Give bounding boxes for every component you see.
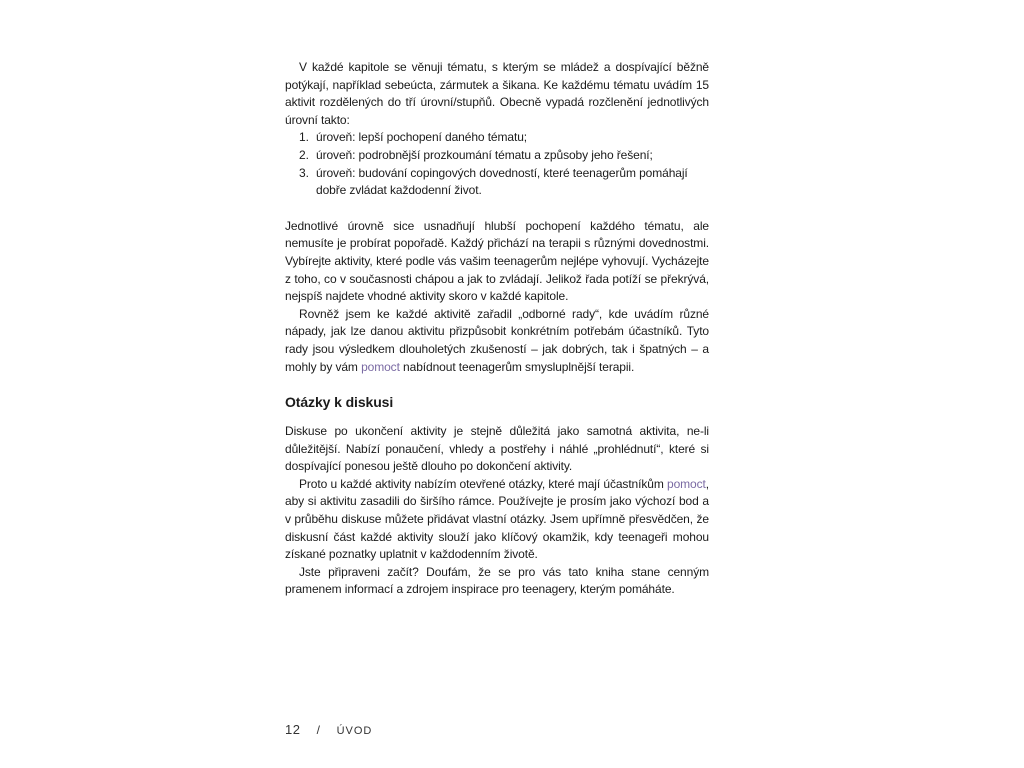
- intro-paragraph-2: Jednotlivé úrovně sice usnadňují hlubší pochopení každého tématu, ale nemusíte je probírat popořadě. Každý přichází na terapii s různými dovednostmi. Vybírejte aktivity, které podle vás vašim teenagerům nejlépe vyhovují. Vycházejte z toho, co v současnosti chápou a jak to zvládají. Jelikož řada potíží se překrývá, nejspíš najdete vhodné aktivity skoro v každé kapitole.: [285, 218, 709, 304]
- list-item-text: úroveň: budování copingových dovedností, které teenagerům pomáhají dobře zvládat každodenní život.: [316, 165, 688, 198]
- paragraph-text: Rovněž jsem ke každé aktivitě zařadil „odborné rady“, kde uvádím různé nápady, jak lze danou aktivitu přizpůsobit konkrétním potřebám účastníků. Tyto rady jsou výsledkem dlouholetých zkušeností – jak dobrých, tak i špatných – a mohly by vám: [285, 306, 709, 374]
- chapter-name: ÚVOD: [336, 725, 373, 737]
- levels-list: [285, 129, 709, 199]
- paragraph-text: Proto u každé aktivity nabízím otevřené otázky, které mají účastníkům: [299, 476, 667, 491]
- paragraph-text: nabídnout teenagerům smysluplnější terapii.: [399, 359, 635, 374]
- section-paragraph-3: Jste připraveni začít? Doufám, že se pro vás tato kniha stane cenným pramenem informací a zdrojem inspirace pro teenagery, kterým pomáháte.: [285, 564, 709, 597]
- section-spacer: [285, 376, 709, 393]
- page-number: 12: [285, 722, 301, 737]
- list-item: [299, 129, 709, 147]
- intro-paragraph-3: [285, 306, 709, 376]
- paragraph-spacer: [285, 200, 709, 218]
- paragraph-text: , aby si aktivitu zasadili do širšího rámce. Používejte je prosím jako výchozí bod a v průběhu diskuse můžete přidávat vlastní otázky. Jsem upřímně přesvědčen, že diskusní část každé aktivity slouží jako klíčový okamžik, kdy teenageři mohou získané poznatky uplatnit v každodenním životě.: [285, 476, 709, 562]
- section-paragraph-1: Diskuse po ukončení aktivity je stejně důležitá jako samotná aktivita, ne-li důležitější. Nabízí ponaučení, vhledy a postřehy i náhlé „prohlédnutí“, které si dospívající ponesou ještě dlouho po dokončení aktivity.: [285, 424, 709, 474]
- page-footer: [285, 722, 372, 737]
- list-item-text: úroveň: lepší pochopení daného tématu;: [316, 130, 528, 145]
- list-item-number: 3.: [299, 165, 309, 180]
- footer-separator: /: [316, 723, 321, 737]
- pomoct-link[interactable]: pomoct: [361, 359, 400, 374]
- list-item-number: 1.: [299, 130, 309, 145]
- section-paragraph-2: [285, 476, 709, 564]
- list-item: [299, 165, 709, 200]
- pomoct-link[interactable]: pomoct: [667, 476, 706, 491]
- page-body: [285, 59, 709, 599]
- list-item-text: úroveň: podrobnější prozkoumání tématu a způsoby jeho řešení;: [316, 147, 653, 162]
- list-item-number: 2.: [299, 147, 309, 162]
- intro-paragraph-1: V každé kapitole se věnuji tématu, s kterým se mládež a dospívající běžně potýkají, například sebeúcta, zármutek a šikana. Ke každému tématu uvádím 15 aktivit rozdělených do tří úrovní/stupňů. Obecně vypadá rozčlenění jednotlivých úrovní takto:: [285, 60, 709, 127]
- section-heading: Otázky k diskusi: [285, 394, 394, 411]
- list-item: [299, 147, 709, 165]
